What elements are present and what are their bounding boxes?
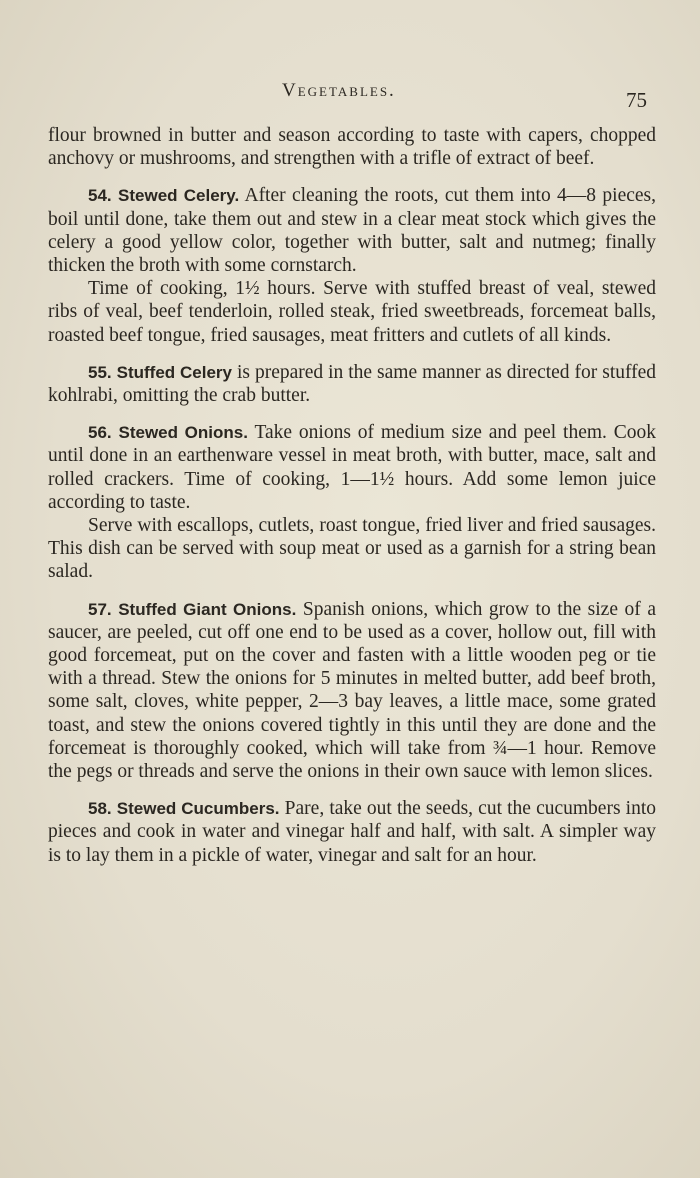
recipe-number: 55. — [88, 362, 112, 382]
recipe-text: Pare, take out the seeds, cut the cucumbers into pieces and cook in water and vinegar half and half, with salt. A simpler way is to lay them in a pickle of water, vinegar and salt for an hour. — [48, 798, 657, 866]
recipe-58 — [48, 797, 656, 867]
recipe-text: Spanish onions, which grow to the size of a saucer, are peeled, cut off one end to be used as a cover, hollow out, fill with good forcemeat, put on the cover and fasten with a little wooden peg or tie with a thread. Stew the onions for 5 minutes in melted butter, add beef broth, some salt, cloves, white pepper, 2—3 bay leaves, a little mace, some grated toast, and stew the onions covered tightly in this until they are done and the forcemeat is thoroughly cooked, which will take from ¾—1 hour. Remove the pegs or threads and serve the onions in their own sauce with lemon slices. — [48, 598, 657, 783]
recipe-paragraph — [48, 361, 656, 407]
recipe-title: Stuffed Celery — [116, 362, 232, 382]
intro-paragraph: flour browned in butter and season according to taste with capers, chopped anchovy or mushrooms, and strengthen with a trifle of extract of beef. — [48, 125, 656, 170]
recipe-paragraph — [48, 797, 656, 867]
recipe-number: 58. — [88, 799, 112, 819]
recipe-title: Stewed Cucumbers. — [116, 799, 280, 819]
recipe-54 — [48, 184, 656, 346]
recipe-title: Stuffed Giant Onions. — [118, 599, 297, 619]
recipe-paragraph — [48, 421, 656, 514]
page-body — [48, 124, 656, 867]
page-header — [0, 78, 700, 112]
recipe-number: 54. — [88, 186, 112, 206]
recipe-paragraph — [48, 184, 656, 277]
recipe-paragraph: Serve with escallops, cutlets, roast tongue, fried liver and fried sausages. This dish can be served with soup meat or used as a garnish for a string bean salad. — [48, 515, 656, 583]
recipe-title: Stewed Onions. — [118, 423, 248, 443]
recipe-title: Stewed Celery. — [118, 186, 240, 206]
running-head: Vegetables. — [282, 80, 396, 101]
recipe-number: 57. — [88, 599, 112, 619]
recipe-paragraph — [48, 598, 656, 784]
recipe-number: 56. — [88, 423, 112, 443]
recipe-57 — [48, 598, 656, 784]
page-number: 75 — [626, 88, 647, 112]
recipe-text: Take onions of medium size and peel them. Cook until done in an earthenware vessel in meat broth, with butter, mace, salt and rolled crackers. Time of cooking, 1—1½ hours. Add some lemon juice according to taste. — [48, 422, 656, 513]
recipe-paragraph: Time of cooking, 1½ hours. Serve with stuffed breast of veal, stewed ribs of veal, beef tenderloin, rolled steak, fried sweetbreads, forcemeat balls, roasted beef tongue, fried sausages, meat fritters and cutlets of all kinds. — [48, 278, 656, 346]
recipe-56 — [48, 421, 656, 583]
recipe-text: is prepared in the same manner as directed for stuffed kohlrabi, omitting the crab butter. — [48, 361, 657, 407]
recipe-text: After cleaning the roots, cut them into 4—8 pieces, boil until done, take them out and stew in a clear meat stock which gives the celery a good yellow color, together with butter, salt and nutmeg; finally thicken the broth with some cornstarch. — [48, 185, 657, 277]
recipe-55 — [48, 361, 656, 407]
